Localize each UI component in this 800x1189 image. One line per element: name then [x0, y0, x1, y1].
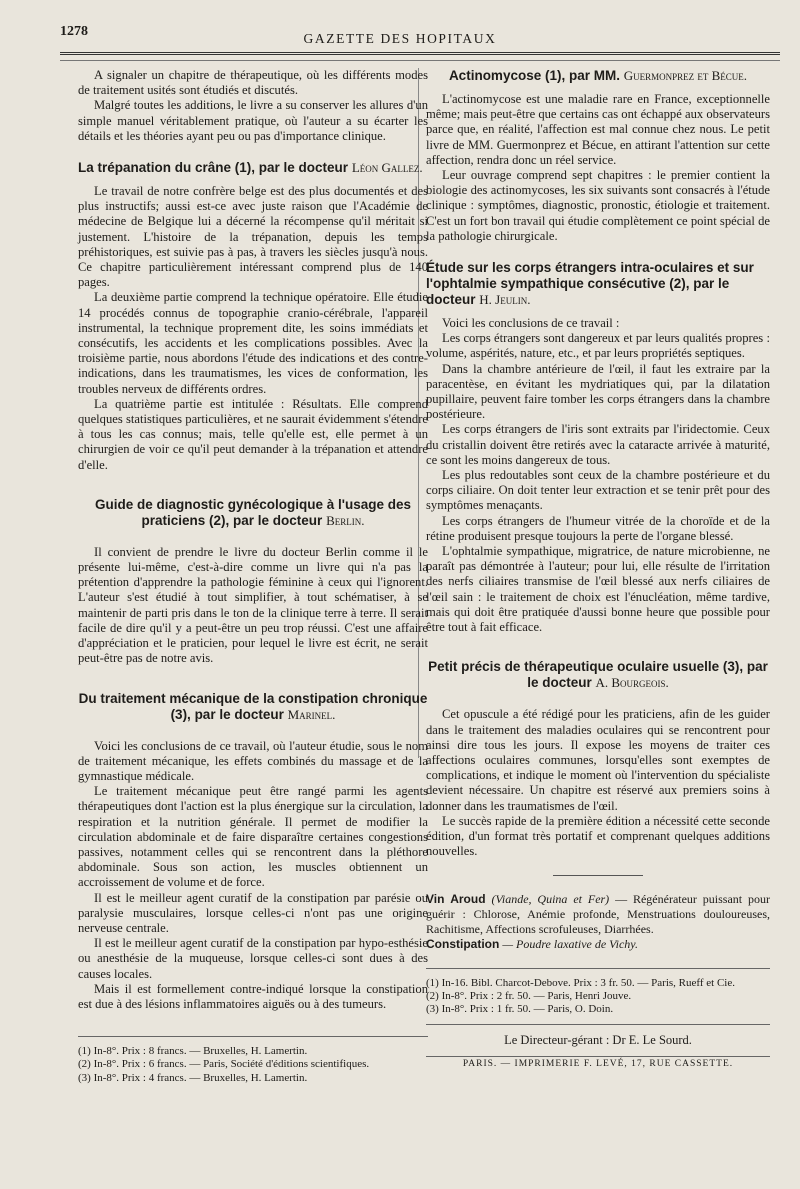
ad-text: — Poudre laxative de Vichy.: [502, 936, 638, 951]
footnote: (1) In-8°. Prix : 8 francs. — Bruxelles, H. Lamertin.: [78, 1045, 308, 1058]
article-paragraph: Les corps étrangers de l'iris sont extraits par l'iridectomie. Ceux du cristallin doivent être retirés avec la cataracte arrivée à maturité, ce sont les moins dangereux de tous.: [426, 422, 770, 467]
article-paragraph: L'actinomycose est une maladie rare en France, exceptionnelle même; mais peut-être que certains cas ont échappé aux observateurs parce que, en réalité, l'affection est mal connue chez nous. Le petit livre de MM. Guermonprez et Bécue, en attirant l'attention sur cette affection, rendra donc un réel service.: [426, 92, 770, 167]
signature: Le Directeur-gérant : Dr E. Le Sourd.: [504, 1033, 692, 1048]
article-author: Marinel.: [287, 706, 336, 722]
article-paragraph: Dans la chambre antérieure de l'œil, il faut les extraire par la paracentèse, en évitant les mydriatiques qui, par la dilatation pupillaire, peuvent faire tomber les corps étrangers dans la chambre postérieure.: [426, 361, 770, 422]
article-title-corps-etrangers: [426, 260, 770, 308]
article-paragraph: Le succès rapide de la première édition a nécessité cette seconde édition, d'un format très portatif et comprenant quelques additions nouvelles.: [426, 813, 770, 859]
advertisement-constipation: [426, 937, 770, 952]
article-paragraph: Les corps étrangers de l'humeur vitrée de la choroïde et de la rétine produisent presque toujours la perte de l'organe blessé.: [426, 513, 770, 543]
article-title-gynecologie: [78, 497, 428, 529]
footnotes-left: [78, 1045, 428, 1085]
page-number: 1278: [60, 24, 88, 39]
article-title-text: Étude sur les corps étrangers intra-oculaires et sur l'ophtalmie sympathique consécutive (2), par le docteur: [426, 260, 754, 308]
intro-paragraph-2: Malgré toutes les additions, le livre a su conserver les allures d'un simple manuel véritablement pratique, où l'auteur a su écarter les détails et les théories ayant peu ou pas d'importance clinique.: [78, 98, 428, 143]
footnote: (1) In-16. Bibl. Charcot-Debove. Prix : 3 fr. 50. — Paris, Rueff et Cie.: [426, 976, 735, 989]
article-paragraph: Les plus redoutables sont ceux de la chambre postérieure et du corps ciliaire. On doit tenter leur extraction et se tenir prêt pour des symptômes menaçants.: [426, 468, 770, 513]
advertisement-vin-aroud: [426, 892, 770, 936]
ad-text: — Régénérateur puissant pour guérir : Chlorose, Anémie profonde, Menstruations douloureuses, Rachitisme, Affections scrofuleuses, Diarrhées.: [426, 892, 771, 936]
article-author: Berlin.: [326, 512, 365, 528]
article-title-text: La trépanation du crâne (1), par le docteur: [78, 160, 349, 176]
article-paragraph: Les corps étrangers sont dangereux et par leurs qualités propres : volume, aspérités, nature, etc., et par leurs propriétés septiques.: [426, 331, 770, 361]
footnote: (3) In-8°. Prix : 4 francs. — Bruxelles, H. Lamertin.: [78, 1071, 308, 1084]
article-title-trepanation: [78, 160, 428, 176]
left-column: [78, 68, 428, 1085]
ad-product-name: Vin Aroud: [426, 892, 486, 907]
article-paragraph: Mais il est formellement contre-indiqué lorsque la constipation est due à des lésions inflammatoires aiguës ou à des tumeurs.: [78, 981, 428, 1011]
footnote: (2) In-8°. Prix : 2 fr. 50. — Paris, Henri Jouve.: [426, 989, 632, 1002]
article-author: Léon Gallez.: [351, 160, 423, 176]
article-author: A. Bourgeois.: [595, 675, 669, 691]
article-author: H. Jeulin.: [479, 292, 531, 308]
intro-paragraph: A signaler un chapitre de thérapeutique, où les différents modes de traitement usités sont étudiés et discutés.: [78, 68, 428, 98]
article-paragraph: Le traitement mécanique peut être rangé parmi les agents thérapeutiques dont l'action est la plus énergique sur la circulation, la respiration et la nutrition générale. Il permet de modifier la circulation abdominale et de faire disparaître certaines congestions passives, notamment celles qui se rencontrent dans la pléthore abdominale. Sous son action, les muscles obtiennent un accroissement de volume et de force.: [78, 784, 428, 890]
footnotes-right: [426, 977, 770, 1017]
ad-product-name: Constipation: [426, 936, 500, 951]
footnote: (3) In-8°. Prix : 1 fr. 50. — Paris, O. Doin.: [426, 1002, 614, 1015]
article-paragraph: Voici les conclusions de ce travail, où l'auteur étudie, sous le nom de traitement mécanique, les effets combinés du massage et de la gymnastique médicale.: [78, 738, 428, 783]
article-title-constipation: [78, 691, 428, 723]
article-paragraph: Il est le meilleur agent curatif de la constipation par hypo-esthésie ou anesthésie de la muqueuse, lorsque celles-ci sont dues à des causes locales.: [78, 936, 428, 981]
article-title-text: Guide de diagnostic gynécologique à l'usage des praticiens (2), par le docteur: [94, 496, 412, 528]
right-column: [426, 68, 770, 1073]
ad-product-sub: (Viande, Quina et Fer): [491, 892, 610, 907]
article-paragraph: L'ophtalmie sympathique, migratrice, de nature microbienne, ne paraît pas démontrée à l'auteur; pour lui, elle résulte de l'irritation des nerfs ciliaires transmise de l'œil blessé aux nerfs ciliaires de l'œil sain : le traitement de choix est l'énucléation, même tardive, mais qui doit être pratiquée d'aussi bonne heure que possible pour être tout à fait efficace.: [426, 544, 770, 635]
imprint: PARIS. — IMPRIMERIE F. LEVÉ, 17, RUE CASSETTE.: [462, 1059, 734, 1070]
article-author: Guermonprez et Bécue.: [623, 68, 748, 83]
article-paragraph: Le travail de notre confrère belge est des plus documentés et des plus instructifs; aussi est-ce avec juste raison que l'Académie de médecine de Belgique lui a décerné la récompense qu'il méritait si justement. L'histoire de la trépanation, depuis les temps préhistoriques, est suivie pas à pas, à travers les siècles jusqu'à nous. Ce chapitre particulièrement intéressant comprend plus de 140 pages.: [78, 184, 428, 290]
running-head: GAZETTE DES HOPITAUX: [303, 31, 497, 46]
footnote: (2) In-8°. Prix : 6 francs. — Paris, Société d'éditions scientifiques.: [78, 1058, 370, 1071]
article-title-actinomycose: [426, 68, 770, 84]
article-title-text: Actinomycose (1), par MM.: [448, 68, 620, 83]
header-rule: [60, 52, 780, 55]
header-rule-thin: [60, 60, 780, 61]
article-title-text: Du traitement mécanique de la constipation chronique (3), par le docteur: [78, 690, 428, 722]
article-paragraph: Il convient de prendre le livre du docteur Berlin comme il le présente lui-même, c'est-à-dire comme un livre qui n'a pas la prétention d'apprendre la pathologie féminine à ceux qui l'ignorent. L'auteur s'est étudié à tout simplifier, à tout schématiser, à se maintenir de parti pris dans le ton de la clinique terre à terre. Il serait facile de dire qu'il y a peut-être un peu trop réussi. C'est une affaire d'appréciation et le praticien, pour lequel le livre est écrit, ne serait peut-être pas de notre avis.: [78, 544, 428, 666]
article-paragraph: La deuxième partie comprend la technique opératoire. Elle étudie 14 procédés connus de topographie cranio-cérébrale, l'appareil instrumental, la technique proprement dite, les soins immédiats et consécutifs, les accidents et les complications possibles. Avec la troisième partie, nous abordons l'étude des indications et des contre-indications, dans les traumatismes, les vices de conformation, les troubles nerveux de différents ordres.: [78, 290, 428, 396]
article-title-therapeutique-oculaire: [426, 659, 770, 691]
article-paragraph: La quatrième partie est intitulée : Résultats. Elle comprend quelques statistiques particulières, et ne saurait évidemment s'étendre à tous les cas connus; mais, telle qu'elle est, elle permet à un chirurgien de voir ce qu'il peut demander à la trépanation et attendre d'elle.: [78, 396, 428, 472]
article-paragraph: Voici les conclusions de ce travail :: [442, 316, 620, 331]
article-paragraph: Leur ouvrage comprend sept chapitres : le premier contient la biologie des actinomycoses, les six suivants sont consacrés à l'étude clinique : symptômes, diagnostic, pronostic, étiologie et traitement. C'est un fort bon travail qui étudie complètement ce point spécial de la pathologie chirurgicale.: [426, 168, 770, 243]
article-paragraph: Cet opuscule a été rédigé pour les praticiens, afin de les guider dans le traitement des maladies oculaires qui se rencontrent pour ainsi dire tous les jours. Il expose les moyens de traiter ces affections oculaires communes, lorsqu'elles sont exemptes de complications, et indique le moment où l'intervention du spécialiste devient nécessaire. Un chapitre est réservé aux premiers soins à donner dans les traumatismes de l'œil.: [426, 707, 770, 813]
article-paragraph: Il est le meilleur agent curatif de la constipation par parésie ou paralysie musculaires, lorsque celles-ci n'ont pas une origine nerveuse centrale.: [78, 890, 428, 935]
article-title-text: Petit précis de thérapeutique oculaire usuelle (3), par le docteur: [428, 659, 768, 691]
